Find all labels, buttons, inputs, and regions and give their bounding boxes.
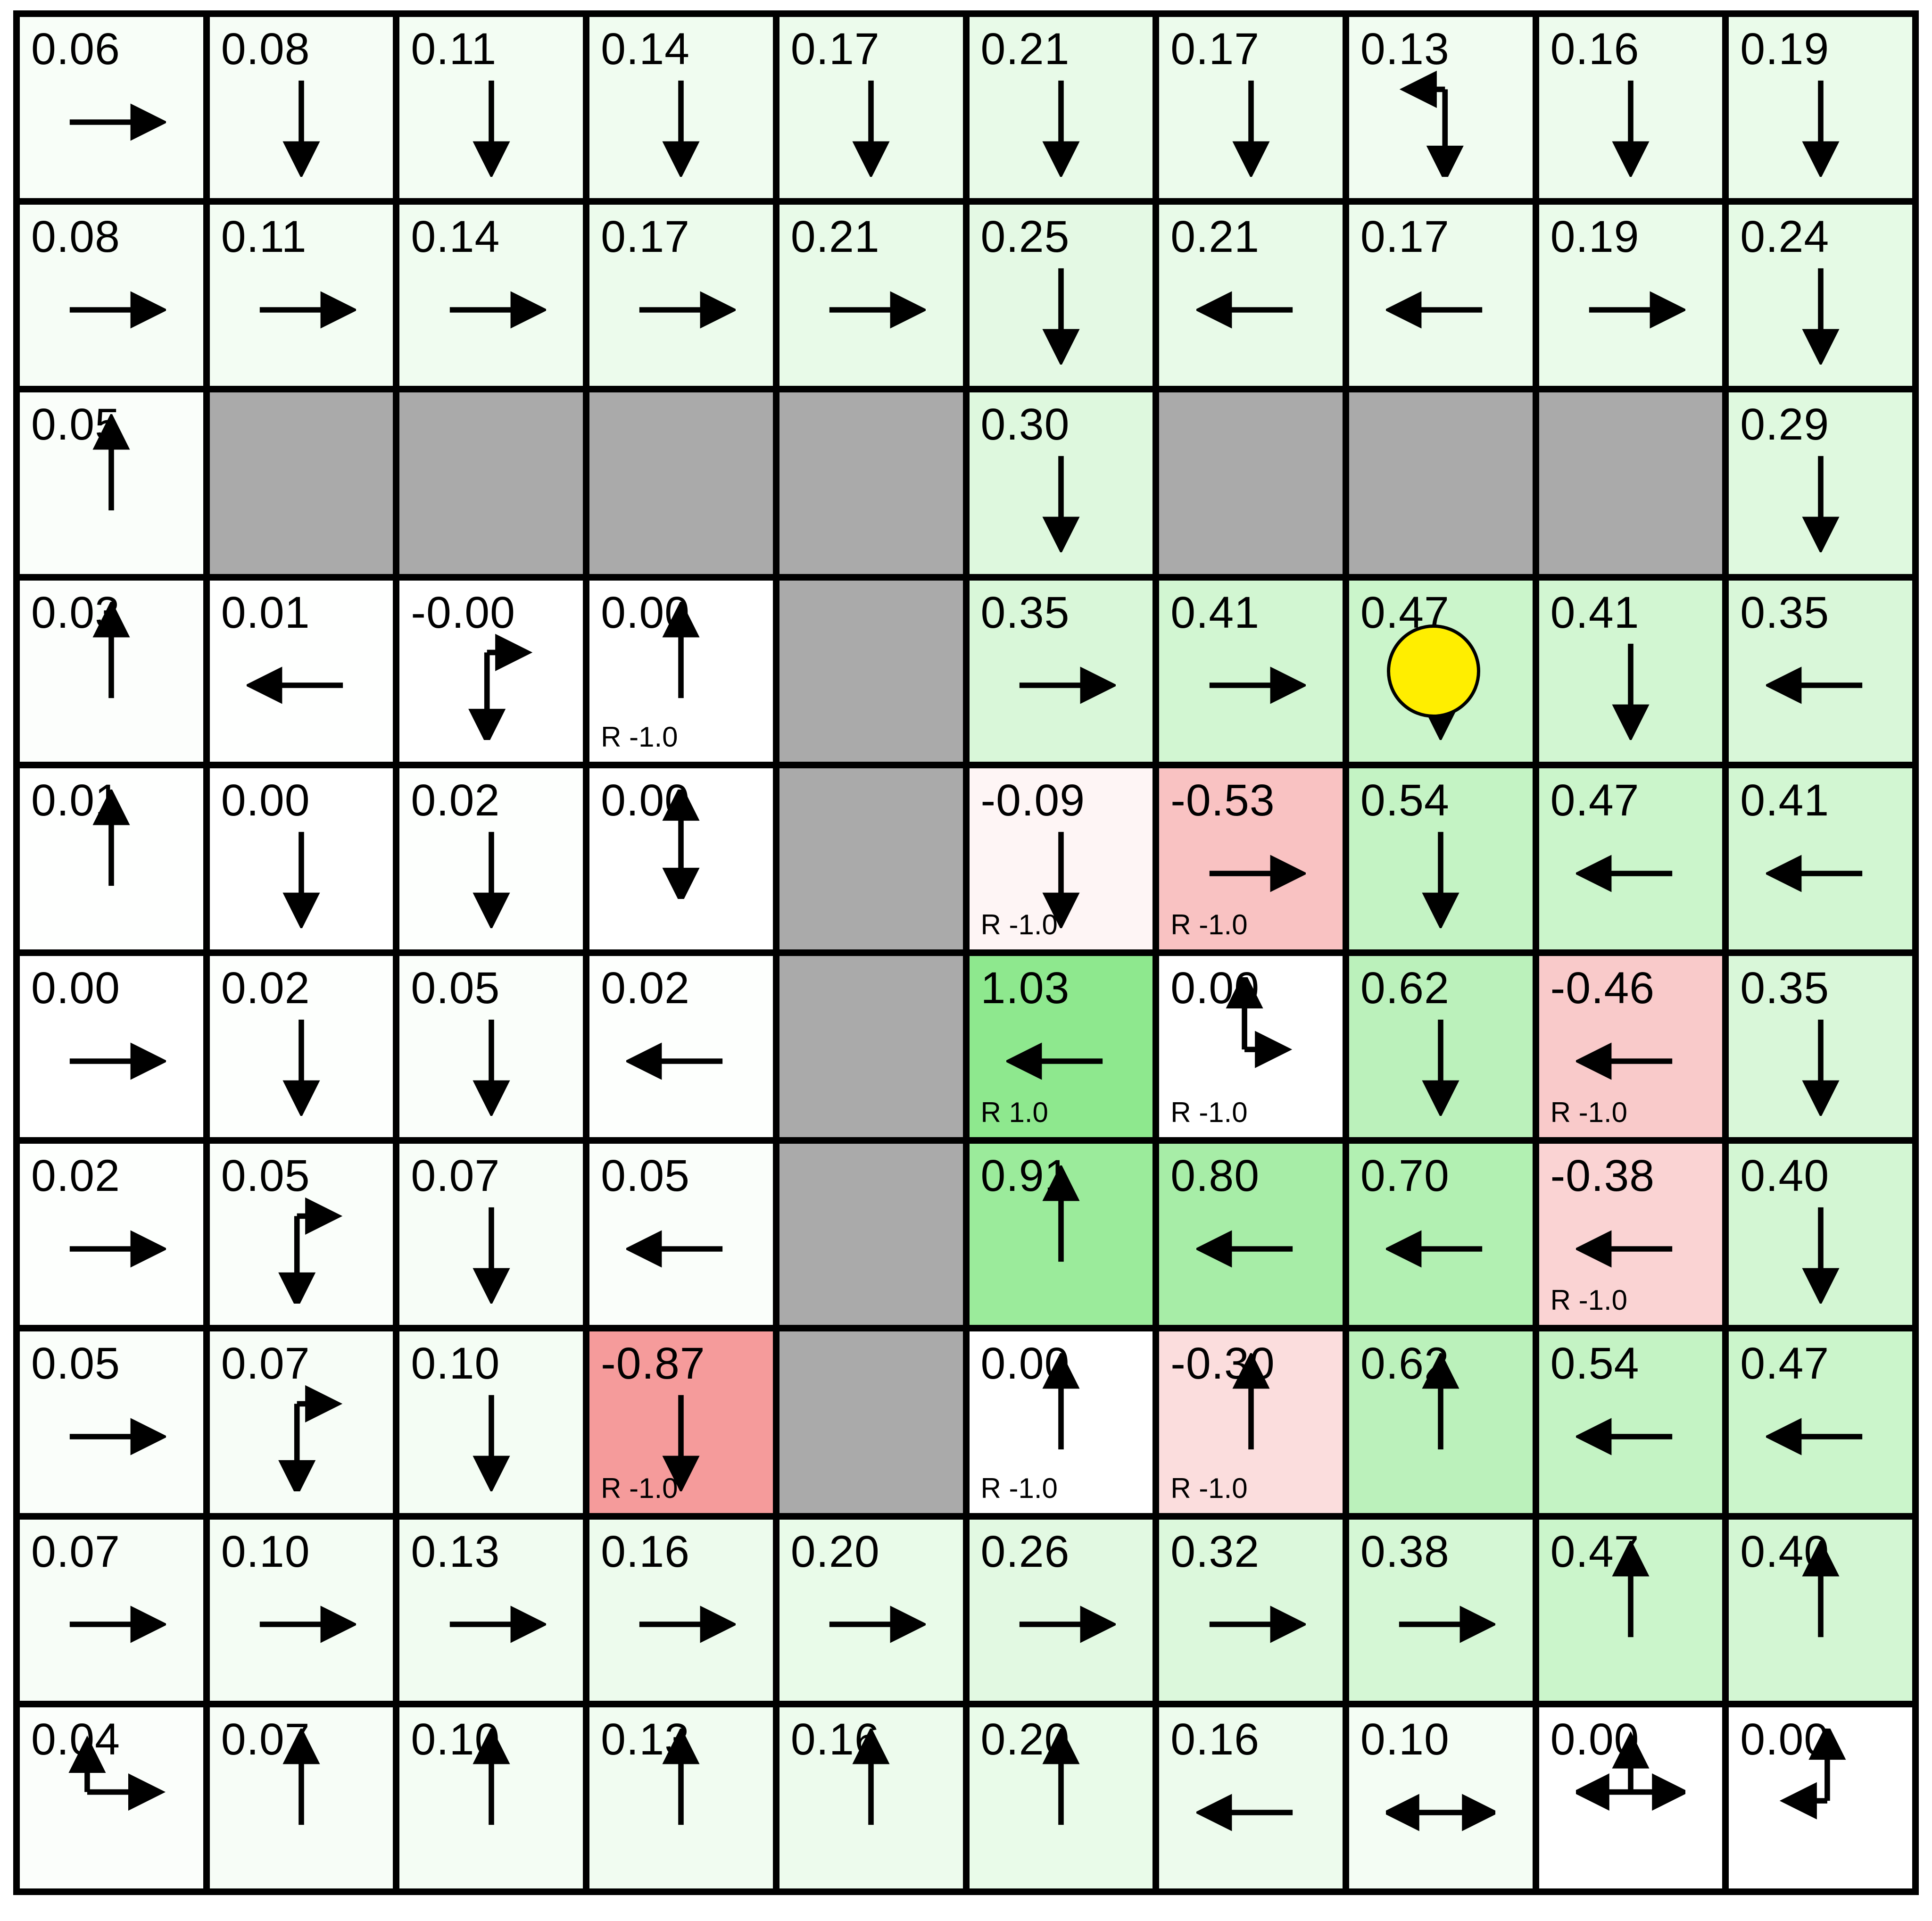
cell-value: 0.16 xyxy=(1170,1714,1260,1764)
cell-value: 0.05 xyxy=(601,1151,690,1201)
grid-cell xyxy=(17,14,207,201)
policy-arrow-right-icon xyxy=(1196,1570,1306,1679)
policy-arrow-right-icon xyxy=(437,1570,546,1679)
policy-arrow-left-icon xyxy=(1766,819,1875,928)
cell-value: 0.47 xyxy=(1360,587,1450,638)
grid-cell xyxy=(207,1704,397,1892)
cell-value: 0.01 xyxy=(221,587,310,638)
cell-value: -0.53 xyxy=(1170,775,1275,825)
grid-cell xyxy=(17,953,207,1140)
cell-value: 0.02 xyxy=(411,775,500,825)
wall-cell xyxy=(776,1140,966,1328)
grid-cell xyxy=(1725,14,1915,201)
grid-cell xyxy=(396,765,586,953)
grid-cell xyxy=(17,1328,207,1516)
policy-arrow-left-right-icon xyxy=(1386,1758,1495,1867)
policy-arrow-down-right-top-icon xyxy=(437,631,546,740)
grid-cell xyxy=(1725,201,1915,389)
grid-cell xyxy=(1725,1704,1915,1892)
grid-cell xyxy=(17,765,207,953)
wall-cell xyxy=(1536,389,1726,577)
grid-cell xyxy=(1156,765,1346,953)
grid-cell xyxy=(776,1516,966,1704)
policy-arrow-down-icon xyxy=(1766,67,1875,177)
grid-cell xyxy=(966,14,1156,201)
policy-arrow-down-icon xyxy=(626,67,736,177)
cell-value: 0.80 xyxy=(1170,1151,1260,1201)
policy-arrow-right-icon xyxy=(1006,1570,1116,1679)
cell-value: 0.05 xyxy=(31,1339,120,1389)
grid-cell xyxy=(586,1140,776,1328)
grid-cell xyxy=(1536,1140,1726,1328)
policy-arrow-down-right-top-icon xyxy=(247,1382,356,1491)
cell-value: 0.00 xyxy=(221,775,310,825)
policy-arrow-left-icon xyxy=(1576,819,1685,928)
reward-label: R -1.0 xyxy=(1170,909,1248,940)
policy-arrow-right-icon xyxy=(57,255,166,365)
policy-arrow-left-icon xyxy=(1386,1194,1495,1304)
grid-cell xyxy=(1156,577,1346,765)
wall-cell xyxy=(207,389,397,577)
grid-cell xyxy=(1725,1140,1915,1328)
policy-arrow-left-icon xyxy=(1196,1194,1306,1304)
cell-value: 0.02 xyxy=(601,963,690,1013)
grid-cell xyxy=(1725,1516,1915,1704)
policy-arrow-down-icon xyxy=(437,1006,546,1116)
grid-cell xyxy=(396,1328,586,1516)
cell-value: 0.03 xyxy=(31,587,120,638)
policy-arrow-down-icon xyxy=(1766,255,1875,365)
cell-value: 0.47 xyxy=(1550,1526,1640,1577)
grid-cell xyxy=(586,953,776,1140)
cell-value: 1.03 xyxy=(980,963,1070,1013)
cell-value: 0.05 xyxy=(411,963,500,1013)
wall-cell xyxy=(776,953,966,1140)
grid-cell xyxy=(1725,1328,1915,1516)
cell-value: 0.41 xyxy=(1170,587,1260,638)
reward-label: R -1.0 xyxy=(980,909,1058,940)
grid-cell xyxy=(1346,14,1536,201)
policy-arrow-down-icon xyxy=(1766,1194,1875,1304)
cell-value: 0.02 xyxy=(31,1151,120,1201)
cell-value: 0.40 xyxy=(1740,1151,1830,1201)
grid-cell xyxy=(1156,14,1346,201)
cell-value: 0.00 xyxy=(31,963,120,1013)
grid-cell xyxy=(1725,953,1915,1140)
grid-cell xyxy=(1536,14,1726,201)
cell-value: 0.54 xyxy=(1360,775,1450,825)
grid-cell xyxy=(1156,1328,1346,1516)
cell-value: 0.29 xyxy=(1740,399,1830,450)
cell-value: 0.07 xyxy=(31,1526,120,1577)
cell-value: 0.10 xyxy=(411,1714,500,1764)
cell-value: 0.11 xyxy=(221,212,307,262)
grid-cell xyxy=(17,577,207,765)
policy-arrow-down-icon xyxy=(1006,443,1116,552)
policy-arrow-right-icon xyxy=(626,1570,736,1679)
cell-value: 0.41 xyxy=(1740,775,1830,825)
cell-value: 0.35 xyxy=(1740,587,1830,638)
cell-value: 0.07 xyxy=(221,1714,310,1764)
policy-arrow-right-icon xyxy=(57,1382,166,1491)
policy-arrow-right-icon xyxy=(247,255,356,365)
grid-cell xyxy=(586,1704,776,1892)
policy-arrow-right-icon xyxy=(1576,255,1685,365)
reward-label: R -1.0 xyxy=(1170,1097,1248,1129)
cell-value: -0.38 xyxy=(1550,1151,1655,1201)
policy-arrow-left-icon xyxy=(626,1194,736,1304)
policy-arrow-right-icon xyxy=(816,1570,926,1679)
grid-cell xyxy=(396,14,586,201)
cell-value: 0.16 xyxy=(601,1526,690,1577)
cell-value: -0.87 xyxy=(601,1339,705,1389)
grid-cell xyxy=(1346,1516,1536,1704)
grid-cell xyxy=(207,14,397,201)
cell-value: 0.01 xyxy=(31,775,120,825)
grid-cell xyxy=(1346,1704,1536,1892)
policy-arrow-left-icon xyxy=(1766,1382,1875,1491)
grid-cell xyxy=(776,1704,966,1892)
cell-value: 0.16 xyxy=(1550,24,1640,74)
grid-cell xyxy=(396,577,586,765)
grid-cell xyxy=(17,1704,207,1892)
grid-cell xyxy=(17,1516,207,1704)
policy-arrow-right-icon xyxy=(1386,1570,1495,1679)
cell-value: 0.08 xyxy=(221,24,310,74)
policy-arrow-left-icon xyxy=(626,1006,736,1116)
cell-value: 0.02 xyxy=(221,963,310,1013)
cell-value: 0.00 xyxy=(601,775,690,825)
grid-cell xyxy=(966,389,1156,577)
policy-arrow-right-icon xyxy=(816,255,926,365)
reward-label: R 1.0 xyxy=(980,1097,1048,1129)
wall-cell xyxy=(776,765,966,953)
grid-cell xyxy=(1156,1704,1346,1892)
cell-value: 0.19 xyxy=(1740,24,1830,74)
grid-cell xyxy=(1346,201,1536,389)
grid-cell xyxy=(1536,1328,1726,1516)
cell-value: 0.20 xyxy=(790,1526,880,1577)
wall-cell xyxy=(1156,389,1346,577)
grid-cell xyxy=(966,953,1156,1140)
grid-cell xyxy=(1725,389,1915,577)
reward-label: R -1.0 xyxy=(1550,1284,1627,1316)
gridworld-grid xyxy=(13,10,1919,1895)
grid-cell xyxy=(966,201,1156,389)
grid-cell xyxy=(17,201,207,389)
grid-cell xyxy=(1156,201,1346,389)
policy-arrow-down-icon xyxy=(1386,1006,1495,1116)
cell-value: 0.08 xyxy=(31,212,120,262)
cell-value: 0.21 xyxy=(790,212,880,262)
grid-cell xyxy=(207,953,397,1140)
grid-cell xyxy=(1346,765,1536,953)
policy-arrow-right-icon xyxy=(57,1570,166,1679)
grid-cell xyxy=(586,765,776,953)
grid-cell xyxy=(17,1140,207,1328)
policy-arrow-right-icon xyxy=(247,1570,356,1679)
cell-value: 0.16 xyxy=(790,1714,880,1764)
policy-arrow-left-icon xyxy=(1196,1758,1306,1867)
policy-arrow-down-icon xyxy=(247,1006,356,1116)
reward-label: R -1.0 xyxy=(980,1472,1058,1504)
cell-value: 0.35 xyxy=(1740,963,1830,1013)
cell-value: 0.38 xyxy=(1360,1526,1450,1577)
grid-cell xyxy=(1725,577,1915,765)
grid-cell xyxy=(207,765,397,953)
grid-cell xyxy=(1346,953,1536,1140)
policy-arrow-down-icon xyxy=(1006,255,1116,365)
cell-value: 0.11 xyxy=(411,24,497,74)
grid-cell xyxy=(1536,1704,1726,1892)
cell-value: 0.19 xyxy=(1550,212,1640,262)
policy-arrow-right-icon xyxy=(1006,631,1116,740)
wall-cell xyxy=(776,389,966,577)
policy-arrow-down-icon xyxy=(247,67,356,177)
policy-arrow-right-icon xyxy=(57,67,166,177)
policy-arrow-right-icon xyxy=(626,255,736,365)
grid-cell xyxy=(207,1140,397,1328)
policy-arrow-down-icon xyxy=(1006,67,1116,177)
policy-arrow-left-icon xyxy=(1196,255,1306,365)
cell-value: 0.17 xyxy=(1170,24,1260,74)
grid-cell xyxy=(1346,1328,1536,1516)
grid-cell xyxy=(966,1328,1156,1516)
cell-value: 0.54 xyxy=(1550,1339,1640,1389)
cell-value: 0.13 xyxy=(601,1714,690,1764)
cell-value: 0.70 xyxy=(1360,1151,1450,1201)
grid-cell xyxy=(1536,1516,1726,1704)
grid-cell xyxy=(586,577,776,765)
reward-label: R -1.0 xyxy=(1170,1472,1248,1504)
grid-cell xyxy=(966,1704,1156,1892)
cell-value: -0.09 xyxy=(980,775,1086,825)
cell-value: 0.13 xyxy=(411,1526,500,1577)
grid-cell xyxy=(396,953,586,1140)
reward-label: R -1.0 xyxy=(601,1472,678,1504)
grid-cell xyxy=(396,1140,586,1328)
grid-cell xyxy=(1156,953,1346,1140)
grid-cell xyxy=(586,1328,776,1516)
policy-arrow-right-icon xyxy=(57,1006,166,1116)
cell-value: 0.00 xyxy=(1170,963,1260,1013)
cell-value: -0.00 xyxy=(411,587,515,638)
cell-value: 0.20 xyxy=(980,1714,1070,1764)
grid-cell xyxy=(586,1516,776,1704)
policy-arrow-down-right-top-icon xyxy=(247,1194,356,1304)
grid-cell xyxy=(586,201,776,389)
cell-value: 0.10 xyxy=(1360,1714,1450,1764)
policy-arrow-down-icon xyxy=(1766,443,1875,552)
policy-arrow-down-icon xyxy=(1576,67,1685,177)
policy-arrow-right-icon xyxy=(57,1194,166,1304)
cell-value: 0.05 xyxy=(221,1151,310,1201)
wall-cell xyxy=(1346,389,1536,577)
grid-cell xyxy=(1346,1140,1536,1328)
grid-cell xyxy=(776,14,966,201)
policy-arrow-down-icon xyxy=(437,819,546,928)
grid-cell xyxy=(207,577,397,765)
wall-cell xyxy=(776,1328,966,1516)
policy-arrow-down-icon xyxy=(1766,1006,1875,1116)
policy-arrow-down-icon xyxy=(247,819,356,928)
policy-arrow-right-icon xyxy=(437,255,546,365)
cell-value: 0.47 xyxy=(1550,775,1640,825)
cell-value: 0.62 xyxy=(1360,1339,1450,1389)
wall-cell xyxy=(586,389,776,577)
grid-cell xyxy=(17,389,207,577)
grid-cell xyxy=(1536,765,1726,953)
cell-value: 0.24 xyxy=(1740,212,1830,262)
cell-value: 0.17 xyxy=(601,212,690,262)
cell-value: 0.05 xyxy=(31,399,120,450)
policy-arrow-down-left-top-icon xyxy=(1386,67,1495,177)
policy-arrow-left-icon xyxy=(247,631,356,740)
cell-value: -0.46 xyxy=(1550,963,1655,1013)
cell-value: -0.30 xyxy=(1170,1339,1275,1389)
cell-value: 0.00 xyxy=(1550,1714,1640,1764)
policy-arrow-left-icon xyxy=(1576,1382,1685,1491)
grid-cell xyxy=(966,1140,1156,1328)
cell-value: 0.00 xyxy=(980,1339,1070,1389)
policy-arrow-left-icon xyxy=(1766,631,1875,740)
cell-value: 0.13 xyxy=(1360,24,1450,74)
cell-value: 0.30 xyxy=(980,399,1070,450)
cell-value: 0.32 xyxy=(1170,1526,1260,1577)
cell-value: 0.00 xyxy=(1740,1714,1830,1764)
cell-value: 0.17 xyxy=(790,24,880,74)
cell-value: 0.35 xyxy=(980,587,1070,638)
reward-label: R -1.0 xyxy=(1550,1097,1627,1129)
grid-cell xyxy=(207,201,397,389)
cell-value: 0.10 xyxy=(411,1339,500,1389)
grid-cell xyxy=(396,201,586,389)
policy-arrow-down-icon xyxy=(1196,67,1306,177)
cell-value: 0.41 xyxy=(1550,587,1640,638)
policy-arrow-down-icon xyxy=(437,1382,546,1491)
cell-value: 0.40 xyxy=(1740,1526,1830,1577)
grid-cell xyxy=(966,765,1156,953)
grid-cell xyxy=(396,1704,586,1892)
grid-cell xyxy=(207,1328,397,1516)
cell-value: 0.14 xyxy=(411,212,500,262)
policy-arrow-down-icon xyxy=(1576,631,1685,740)
cell-value: 0.21 xyxy=(980,24,1070,74)
grid-cell xyxy=(966,577,1156,765)
cell-value: 0.07 xyxy=(411,1151,500,1201)
cell-value: 0.62 xyxy=(1360,963,1450,1013)
cell-value: 0.21 xyxy=(1170,212,1260,262)
policy-arrow-down-icon xyxy=(816,67,926,177)
cell-value: 0.26 xyxy=(980,1526,1070,1577)
cell-value: 0.00 xyxy=(601,587,690,638)
policy-arrow-down-icon xyxy=(437,67,546,177)
cell-value: 0.07 xyxy=(221,1339,310,1389)
cell-value: 0.25 xyxy=(980,212,1070,262)
cell-value: 0.14 xyxy=(601,24,690,74)
policy-arrow-down-icon xyxy=(1386,819,1495,928)
cell-value: 0.06 xyxy=(31,24,120,74)
grid-cell xyxy=(776,201,966,389)
cell-value: 0.47 xyxy=(1740,1339,1830,1389)
wall-cell xyxy=(776,577,966,765)
grid-cell xyxy=(396,1516,586,1704)
policy-arrow-right-icon xyxy=(1196,631,1306,740)
grid-cell xyxy=(1536,953,1726,1140)
wall-cell xyxy=(396,389,586,577)
cell-value: 0.17 xyxy=(1360,212,1450,262)
policy-arrow-down-icon xyxy=(437,1194,546,1304)
policy-arrow-left-icon xyxy=(1386,255,1495,365)
grid-cell xyxy=(586,14,776,201)
cell-value: 0.91 xyxy=(980,1151,1070,1201)
grid-cell xyxy=(1156,1140,1346,1328)
grid-cell xyxy=(207,1516,397,1704)
grid-cell xyxy=(1156,1516,1346,1704)
grid-cell xyxy=(1536,201,1726,389)
reward-label: R -1.0 xyxy=(601,721,678,753)
cell-value: 0.10 xyxy=(221,1526,310,1577)
grid-cell xyxy=(1346,577,1536,765)
grid-cell xyxy=(966,1516,1156,1704)
grid-cell xyxy=(1536,577,1726,765)
grid-cell xyxy=(1725,765,1915,953)
cell-value: 0.04 xyxy=(31,1714,120,1764)
